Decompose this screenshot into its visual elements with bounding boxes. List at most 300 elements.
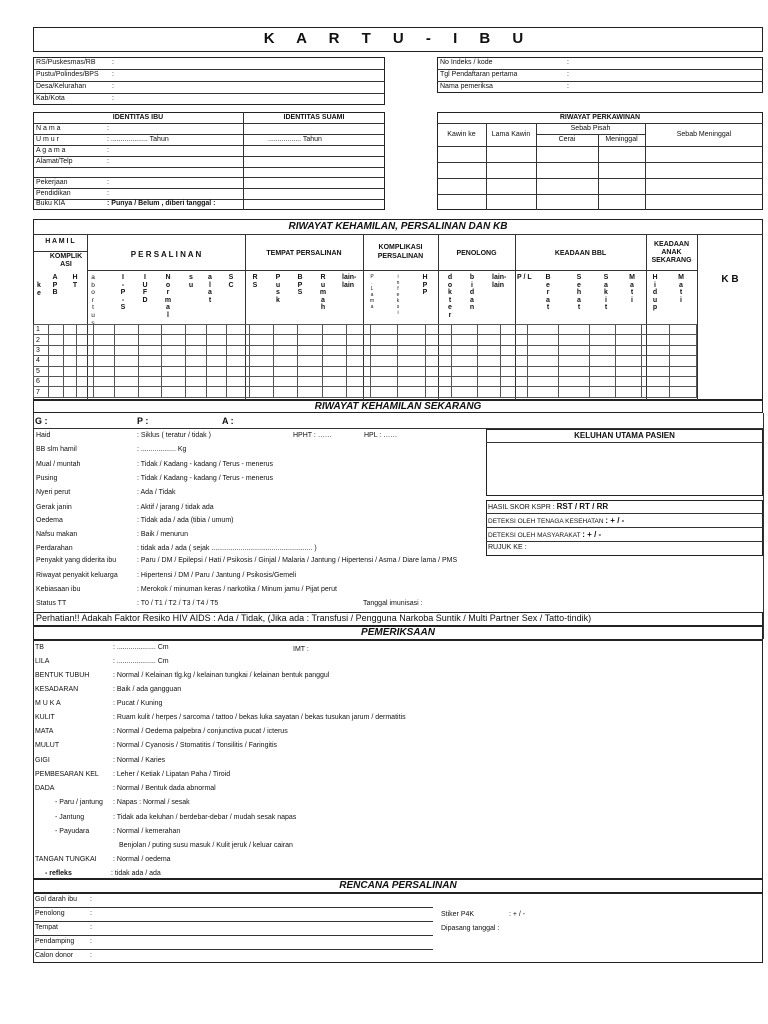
kehamilan-cell[interactable] [322, 325, 347, 335]
col-ht: H T [72, 274, 78, 289]
kehamilan-cell[interactable] [425, 366, 452, 376]
sekarang-hpht[interactable]: HPHT : …… [293, 432, 332, 439]
pemeriksaan-row-label: - Payudara [55, 828, 90, 835]
kehamilan-cell[interactable] [115, 376, 139, 386]
pemeriksaan-row-value[interactable]: : .................... Cm [113, 658, 169, 665]
kehamilan-cell[interactable] [371, 387, 398, 397]
kehamilan-cell[interactable] [642, 345, 670, 355]
kehamilan-row[interactable] [34, 376, 697, 386]
kehamilan-cell[interactable] [206, 366, 227, 376]
header-kab-label: Kab/Kota [36, 95, 65, 102]
rencana-row-label: Calon donor [35, 952, 74, 959]
kehamilan-cell[interactable] [63, 325, 76, 335]
kehamilan-cell[interactable] [528, 387, 559, 397]
deteksi-nakes-value[interactable]: : + / - [605, 516, 625, 525]
kehamilan-cell[interactable] [115, 356, 139, 366]
kehamilan-cell[interactable] [274, 376, 298, 386]
header-pustu-colon[interactable]: : [112, 71, 114, 78]
kehamilan-cell[interactable] [559, 366, 590, 376]
kehamilan-cell[interactable] [477, 387, 500, 397]
kehamilan-cell[interactable] [63, 366, 76, 376]
kehamilan-cell[interactable] [93, 345, 115, 355]
kehamilan-cell[interactable] [206, 325, 227, 335]
kehamilan-row[interactable] [34, 345, 697, 355]
header-pemeriksa-colon[interactable]: : [567, 83, 569, 90]
kehamilan-cell[interactable] [452, 376, 478, 386]
header-desa-colon[interactable]: : [112, 83, 114, 90]
col-berat: B e r a t [545, 274, 551, 312]
kehamilan-cell[interactable] [559, 387, 590, 397]
kehamilan-cell[interactable] [162, 345, 186, 355]
kehamilan-cell[interactable] [138, 376, 162, 386]
kehamilan-cell[interactable] [274, 366, 298, 376]
kehamilan-cell[interactable] [371, 325, 398, 335]
kehamilan-cell[interactable] [63, 376, 76, 386]
kehamilan-cell[interactable] [138, 335, 162, 345]
sekarang-row-value[interactable]: : Tidak / Kadang - kadang / Terus - menerus [137, 461, 274, 468]
rencana-stiker-value[interactable]: : + / - [509, 911, 526, 918]
kehamilan-cell[interactable] [397, 387, 425, 397]
pemeriksaan-row-value[interactable]: : Normal / Karies [113, 757, 166, 764]
kehamilan-cell[interactable] [452, 366, 478, 376]
kehamilan-tempat: TEMPAT PERSALINAN [266, 250, 342, 257]
kehamilan-cell[interactable] [347, 325, 371, 335]
sekarang-g[interactable]: G : [35, 416, 48, 426]
kehamilan-cell[interactable] [371, 356, 398, 366]
kehamilan-cell[interactable] [298, 335, 323, 345]
kehamilan-row[interactable] [34, 325, 697, 335]
col-su: s u [188, 274, 194, 289]
pemeriksaan-row-value[interactable]: : Normal / Kelainan tlg.kg / kelainan tungkai / kelainan bentuk panggul [113, 672, 330, 679]
kehamilan-cell[interactable] [500, 345, 528, 355]
kehamilan-cell[interactable] [77, 387, 93, 397]
kehamilan-cell[interactable] [589, 366, 615, 376]
kehamilan-cell[interactable] [477, 356, 500, 366]
col-bps: B P S [297, 274, 303, 297]
kehamilan-cell[interactable] [528, 366, 559, 376]
header-desa-label: Desa/Kelurahan [36, 83, 87, 90]
kehamilan-cell[interactable] [186, 376, 207, 386]
kehamilan-cell[interactable] [615, 366, 642, 376]
header-rs-label: RS/Puskesmas/RB [36, 59, 96, 66]
kehamilan-cell[interactable] [186, 356, 207, 366]
kehamilan-cell[interactable] [347, 376, 371, 386]
kehamilan-cell[interactable] [298, 356, 323, 366]
kehamilan-cell[interactable] [249, 387, 274, 397]
sekarang-row-value[interactable]: : Paru / DM / Epilepsi / Hati / Psikosis / Ginjal / Malaria / Jantung / Hipertensi / Asma / Diare lama / PMS [137, 557, 458, 564]
col-ke: k e [37, 282, 41, 297]
kehamilan-cell[interactable] [186, 325, 207, 335]
kehamilan-cell[interactable] [227, 345, 250, 355]
perkawinan-meninggal: Meninggal [605, 136, 638, 143]
kehamilan-cell[interactable] [425, 335, 452, 345]
kehamilan-cell[interactable] [274, 345, 298, 355]
kehamilan-cell[interactable] [63, 356, 76, 366]
pemeriksaan-row-value[interactable]: : Normal / Oedema palpebra / conjunctiva pucat / icterus [113, 728, 288, 735]
kehamilan-cell[interactable] [274, 335, 298, 345]
kehamilan-cell[interactable] [670, 345, 697, 355]
pemeriksaan-row-value[interactable]: : Normal / Bentuk dada abnormal [113, 785, 216, 792]
col-hpp: H P P [422, 274, 428, 297]
col-pusk: P u s k [275, 274, 281, 304]
kehamilan-cell[interactable] [322, 345, 347, 355]
sekarang-tanggal-imunisasi[interactable]: Tanggal imunisasi : [363, 600, 423, 607]
identitas-umur-suami[interactable]: ................. Tahun [268, 136, 322, 143]
kehamilan-cell[interactable] [138, 356, 162, 366]
kehamilan-cell[interactable] [559, 376, 590, 386]
kehamilan-cell[interactable] [186, 335, 207, 345]
kehamilan-cell[interactable] [371, 376, 398, 386]
kehamilan-cell[interactable] [477, 345, 500, 355]
rencana-box [33, 893, 763, 963]
header-rs-colon[interactable]: : [112, 59, 114, 66]
kehamilan-row[interactable] [34, 335, 697, 345]
kehamilan-cell[interactable] [49, 325, 63, 335]
kehamilan-cell[interactable] [249, 325, 274, 335]
identitas-bukukia-label: Buku KIA [36, 200, 66, 207]
header-kab-colon[interactable]: : [112, 95, 114, 102]
kehamilan-cell[interactable] [227, 387, 250, 397]
kehamilan-cell[interactable] [162, 325, 186, 335]
kehamilan-cell[interactable] [425, 387, 452, 397]
kehamilan-cell[interactable] [138, 345, 162, 355]
identitas-box [33, 112, 385, 210]
pemeriksaan-row-value[interactable]: : Pucat / Kuning [113, 700, 163, 707]
kehamilan-cell[interactable] [347, 345, 371, 355]
kehamilan-cell[interactable] [322, 335, 347, 345]
kehamilan-cell[interactable] [49, 356, 63, 366]
kehamilan-cell[interactable] [500, 376, 528, 386]
kehamilan-cell[interactable] [670, 325, 697, 335]
kehamilan-cell[interactable] [249, 366, 274, 376]
kehamilan-cell[interactable] [371, 335, 398, 345]
kehamilan-cell[interactable] [49, 366, 63, 376]
kehamilan-cell[interactable] [63, 335, 76, 345]
kehamilan-cell[interactable] [138, 387, 162, 397]
kehamilan-keadaan-bbl: KEADAAN BBL [554, 250, 607, 257]
kehamilan-cell[interactable] [642, 325, 670, 335]
kehamilan-cell[interactable] [162, 387, 186, 397]
kehamilan-cell[interactable] [298, 325, 323, 335]
kehamilan-cell[interactable] [249, 376, 274, 386]
kehamilan-cell[interactable] [670, 335, 697, 345]
kehamilan-cell[interactable] [589, 335, 615, 345]
kehamilan-cell[interactable] [397, 335, 425, 345]
kehamilan-cell[interactable] [274, 325, 298, 335]
kehamilan-cell[interactable] [528, 376, 559, 386]
kehamilan-title: RIWAYAT KEHAMILAN, PERSALINAN DAN KB [288, 221, 508, 232]
kehamilan-cell[interactable] [371, 345, 398, 355]
rencana-row-line [33, 935, 433, 936]
kehamilan-cell[interactable] [452, 356, 478, 366]
kehamilan-cell[interactable] [615, 356, 642, 366]
kehamilan-cell[interactable] [347, 335, 371, 345]
pemeriksaan-row-value[interactable]: : Baik / ada gangguan [113, 686, 182, 693]
pemeriksaan-row-value[interactable]: : Normal / kemerahan [113, 828, 181, 835]
kehamilan-cell[interactable] [227, 325, 250, 335]
kehamilan-cell[interactable] [425, 376, 452, 386]
kehamilan-cell[interactable] [298, 366, 323, 376]
kehamilan-cell[interactable] [322, 376, 347, 386]
kehamilan-cell[interactable] [589, 325, 615, 335]
pemeriksaan-row-label: MULUT [35, 742, 60, 749]
kehamilan-cell[interactable] [559, 356, 590, 366]
kehamilan-cell[interactable] [670, 356, 697, 366]
kehamilan-cell[interactable] [63, 345, 76, 355]
kehamilan-cell[interactable] [615, 376, 642, 386]
sekarang-row-value[interactable]: : Ada / Tidak [137, 489, 176, 496]
kehamilan-cell[interactable] [49, 345, 63, 355]
rencana-row-value[interactable]: : [90, 938, 92, 945]
sekarang-row-value[interactable]: : Merokok / minuman keras / narkotika / Minum jamu / Pijat perut [137, 586, 337, 593]
kehamilan-cell[interactable] [186, 345, 207, 355]
pemeriksaan-row-value[interactable]: Benjolan / puting susu masuk / Kulit jeruk / keluar cairan [119, 842, 293, 849]
col-lainlain-penolong: lain- lain [492, 274, 507, 289]
sekarang-row-value[interactable]: : tidak ada / ada ( sejak .................................................... ) [137, 545, 317, 552]
pemeriksaan-row-value[interactable]: : Leher / Ketiak / Lipatan Paha / Tiroid [113, 771, 231, 778]
kehamilan-cell[interactable] [642, 356, 670, 366]
kehamilan-cell[interactable] [528, 335, 559, 345]
pemeriksaan-row-value[interactable]: : Tidak ada keluhan / berdebar-debar / mudah sesak napas [113, 814, 297, 821]
identitas-bukukia-ibu[interactable]: : Punya / Belum , diberi tanggal : [107, 200, 216, 207]
kehamilan-cell[interactable] [397, 376, 425, 386]
identitas-agama-ibu[interactable]: : [107, 147, 109, 154]
kehamilan-cell[interactable] [186, 387, 207, 397]
kehamilan-cell[interactable] [298, 345, 323, 355]
pemeriksaan-row-label: - Jantung [55, 814, 85, 821]
kehamilan-cell[interactable] [397, 356, 425, 366]
header-tgl-colon[interactable]: : [567, 71, 569, 78]
rencana-row-line [33, 907, 433, 908]
kehamilan-cell[interactable] [162, 356, 186, 366]
kehamilan-cell[interactable] [227, 366, 250, 376]
col-rs: R S [252, 274, 258, 289]
kehamilan-cell[interactable] [77, 325, 93, 335]
header-noindeks-colon[interactable]: : [567, 59, 569, 66]
kehamilan-cell[interactable] [77, 376, 93, 386]
pemeriksaan-row-label: - Paru / jantung [55, 799, 103, 806]
kehamilan-cell[interactable] [249, 335, 274, 345]
kehamilan-cell[interactable] [642, 376, 670, 386]
col-pl: P / L [517, 274, 532, 281]
rencana-row-value[interactable]: : [90, 896, 92, 903]
kehamilan-cell[interactable] [322, 356, 347, 366]
sekarang-row-value[interactable]: : Baik / menurun [137, 531, 188, 538]
identitas-ibu-head: IDENTITAS IBU [112, 114, 164, 121]
kehamilan-cell[interactable] [528, 345, 559, 355]
kehamilan-cell[interactable] [249, 345, 274, 355]
kehamilan-cell[interactable] [77, 345, 93, 355]
kehamilan-row[interactable] [34, 387, 697, 397]
kehamilan-cell[interactable] [115, 345, 139, 355]
kehamilan-cell[interactable] [615, 345, 642, 355]
kehamilan-cell[interactable] [347, 387, 371, 397]
kehamilan-cell[interactable] [397, 366, 425, 376]
pemeriksaan-row-value[interactable]: : Normal / oedema [113, 856, 171, 863]
kehamilan-cell[interactable] [642, 387, 670, 397]
sekarang-row-value[interactable]: : Tidak ada / ada (tibia / umum) [137, 517, 234, 524]
kehamilan-cell[interactable] [589, 387, 615, 397]
identitas-pekerjaan-ibu[interactable]: : [107, 179, 109, 186]
sekarang-row-value[interactable]: : Tidak / Kadang - kadang / Terus - menerus [137, 475, 274, 482]
pemeriksaan-row-value[interactable]: : tidak ada / ada [111, 870, 161, 877]
kehamilan-cell[interactable] [425, 325, 452, 335]
identitas-pendidikan-ibu[interactable]: : [107, 190, 109, 197]
kehamilan-cell[interactable] [397, 345, 425, 355]
col-p-lama: P . L a m a [369, 274, 375, 310]
sekarang-row-value[interactable]: : .................. Kg [137, 446, 187, 453]
kehamilan-cell[interactable] [615, 335, 642, 345]
kehamilan-cell[interactable] [49, 387, 63, 397]
kehamilan-cell[interactable] [63, 387, 76, 397]
deteksi-masy-value[interactable]: : + / - [582, 530, 602, 539]
kehamilan-cell[interactable] [670, 387, 697, 397]
pemeriksaan-row-value[interactable]: : Napas : Normal / sesak [113, 799, 190, 806]
kehamilan-cell[interactable] [93, 356, 115, 366]
kehamilan-cell[interactable] [500, 335, 528, 345]
pemeriksaan-row-value[interactable]: : Ruam kulit / herpes / sarcoma / tattoo / bekas luka sayatan / bekas tusukan jarum / dermatitis [113, 714, 406, 721]
kehamilan-cell[interactable] [477, 376, 500, 386]
kehamilan-cell[interactable] [162, 335, 186, 345]
kehamilan-cell[interactable] [206, 376, 227, 386]
kehamilan-cell[interactable] [670, 376, 697, 386]
kehamilan-cell[interactable] [500, 366, 528, 376]
kehamilan-grid[interactable] [33, 324, 697, 398]
kehamilan-cell[interactable] [347, 366, 371, 376]
kehamilan-cell[interactable] [93, 335, 115, 345]
kehamilan-cell[interactable] [477, 325, 500, 335]
kehamilan-cell[interactable] [138, 366, 162, 376]
kehamilan-cell[interactable] [93, 376, 115, 386]
kehamilan-cell[interactable] [322, 366, 347, 376]
kehamilan-cell[interactable] [347, 356, 371, 366]
kehamilan-cell[interactable] [589, 345, 615, 355]
pemeriksaan-imt[interactable]: IMT : [293, 646, 309, 653]
identitas-nama-ibu[interactable]: : [107, 125, 109, 132]
sekarang-hpl[interactable]: HPL : …… [364, 432, 398, 439]
kehamilan-cell[interactable] [49, 376, 63, 386]
pemeriksaan-row-value[interactable]: : .................... Cm [113, 644, 169, 651]
pemeriksaan-row-label: GIGI [35, 757, 50, 764]
kehamilan-cell[interactable] [670, 366, 697, 376]
kehamilan-cell[interactable] [642, 335, 670, 345]
kehamilan-cell[interactable] [500, 325, 528, 335]
rencana-row-value[interactable]: : [90, 910, 92, 917]
kehamilan-komplikasi: KOMPLIKASI PERSALINAN [377, 244, 424, 260]
kehamilan-cell[interactable] [186, 366, 207, 376]
header-pustu-label: Pustu/Polindes/BPS [36, 71, 99, 78]
deteksi-masy: DETEKSI OLEH MASYARAKAT : + / - [488, 530, 602, 539]
kehamilan-row-number: 2 [34, 335, 49, 345]
kehamilan-cell[interactable] [425, 345, 452, 355]
kehamilan-cell[interactable] [77, 366, 93, 376]
sekarang-row-label: Nafsu makan [36, 531, 78, 538]
kehamilan-cell[interactable] [559, 335, 590, 345]
kehamilan-cell[interactable] [206, 335, 227, 345]
kehamilan-cell[interactable] [206, 356, 227, 366]
kehamilan-cell[interactable] [452, 387, 478, 397]
kehamilan-cell[interactable] [49, 335, 63, 345]
pemeriksaan-row-label: KESADARAN [35, 686, 79, 693]
perhatian-text: Perhatian!! Adakah Faktor Resiko HIV AIDS : Ada / Tidak, (Jika ada : Transfusi / Pengguna Narkoba Suntik / Multi Partner Sex / Tatto-tindik) [36, 613, 592, 623]
kehamilan-cell[interactable] [322, 387, 347, 397]
sekarang-row-value[interactable]: : T0 / T1 / T2 / T3 / T4 / T5 [137, 600, 219, 607]
kehamilan-row[interactable] [34, 356, 697, 366]
rencana-row-label: Gol darah ibu [35, 896, 78, 903]
kehamilan-cell[interactable] [528, 356, 559, 366]
kehamilan-cell[interactable] [227, 376, 250, 386]
kehamilan-cell[interactable] [397, 325, 425, 335]
kehamilan-cell[interactable] [162, 366, 186, 376]
kehamilan-cell[interactable] [615, 387, 642, 397]
identitas-umur-ibu[interactable]: : ................... Tahun [107, 136, 169, 143]
kehamilan-cell[interactable] [452, 335, 478, 345]
kehamilan-cell[interactable] [227, 356, 250, 366]
kehamilan-cell[interactable] [425, 356, 452, 366]
kehamilan-cell[interactable] [206, 345, 227, 355]
kehamilan-cell[interactable] [559, 325, 590, 335]
kehamilan-cell[interactable] [452, 325, 478, 335]
kehamilan-cell[interactable] [227, 335, 250, 345]
pemeriksaan-row-value[interactable]: : Normal / Cyanosis / Stomatitis / Tonsilitis / Faringitis [113, 742, 278, 749]
kehamilan-cell[interactable] [138, 325, 162, 335]
kehamilan-cell[interactable] [274, 387, 298, 397]
kehamilan-cell[interactable] [206, 387, 227, 397]
rencana-dipasang[interactable]: Dipasang tanggal : [441, 925, 500, 932]
sekarang-row-value[interactable]: : Siklus ( teratur / tidak ) [137, 432, 211, 439]
kehamilan-cell[interactable] [589, 356, 615, 366]
rencana-row-value[interactable]: : [90, 952, 92, 959]
kehamilan-cell[interactable] [559, 345, 590, 355]
sekarang-row-label: Mual / muntah [36, 461, 81, 468]
kehamilan-cell[interactable] [642, 366, 670, 376]
kehamilan-cell[interactable] [115, 387, 139, 397]
rujuk-ke[interactable]: RUJUK KE : [488, 544, 527, 551]
sekarang-p[interactable]: P : [137, 416, 149, 426]
kehamilan-cell[interactable] [500, 387, 528, 397]
kehamilan-cell[interactable] [477, 366, 500, 376]
rencana-row-value[interactable]: : [90, 924, 92, 931]
kehamilan-cell[interactable] [115, 335, 139, 345]
skor-value[interactable]: RST / RT / RR [556, 502, 609, 511]
kehamilan-cell[interactable] [371, 366, 398, 376]
kehamilan-cell[interactable] [500, 356, 528, 366]
kehamilan-cell[interactable] [298, 376, 323, 386]
kehamilan-cell[interactable] [274, 356, 298, 366]
kehamilan-row[interactable] [34, 366, 697, 376]
kehamilan-cell[interactable] [115, 325, 139, 335]
kehamilan-cell[interactable] [477, 335, 500, 345]
kehamilan-cell[interactable] [77, 335, 93, 345]
kehamilan-cell[interactable] [452, 345, 478, 355]
kehamilan-cell[interactable] [528, 325, 559, 335]
kehamilan-cell[interactable] [93, 366, 115, 376]
kehamilan-cell[interactable] [298, 387, 323, 397]
kehamilan-cell[interactable] [93, 325, 115, 335]
kehamilan-cell[interactable] [615, 325, 642, 335]
kehamilan-cell[interactable] [77, 356, 93, 366]
sekarang-a[interactable]: A : [222, 416, 234, 426]
sekarang-row-value[interactable]: : Hipertensi / DM / Paru / Jantung / Psikosis/Gemeli [137, 572, 297, 579]
kehamilan-hamil: H A M I L [45, 238, 75, 245]
sekarang-row-value[interactable]: : Aktif / jarang / tidak ada [137, 504, 214, 511]
kehamilan-cell[interactable] [589, 376, 615, 386]
kehamilan-cell[interactable] [115, 366, 139, 376]
kehamilan-cell[interactable] [162, 376, 186, 386]
kehamilan-cell[interactable] [93, 387, 115, 397]
identitas-alamat-ibu[interactable]: : [107, 158, 109, 165]
kehamilan-cell[interactable] [249, 356, 274, 366]
